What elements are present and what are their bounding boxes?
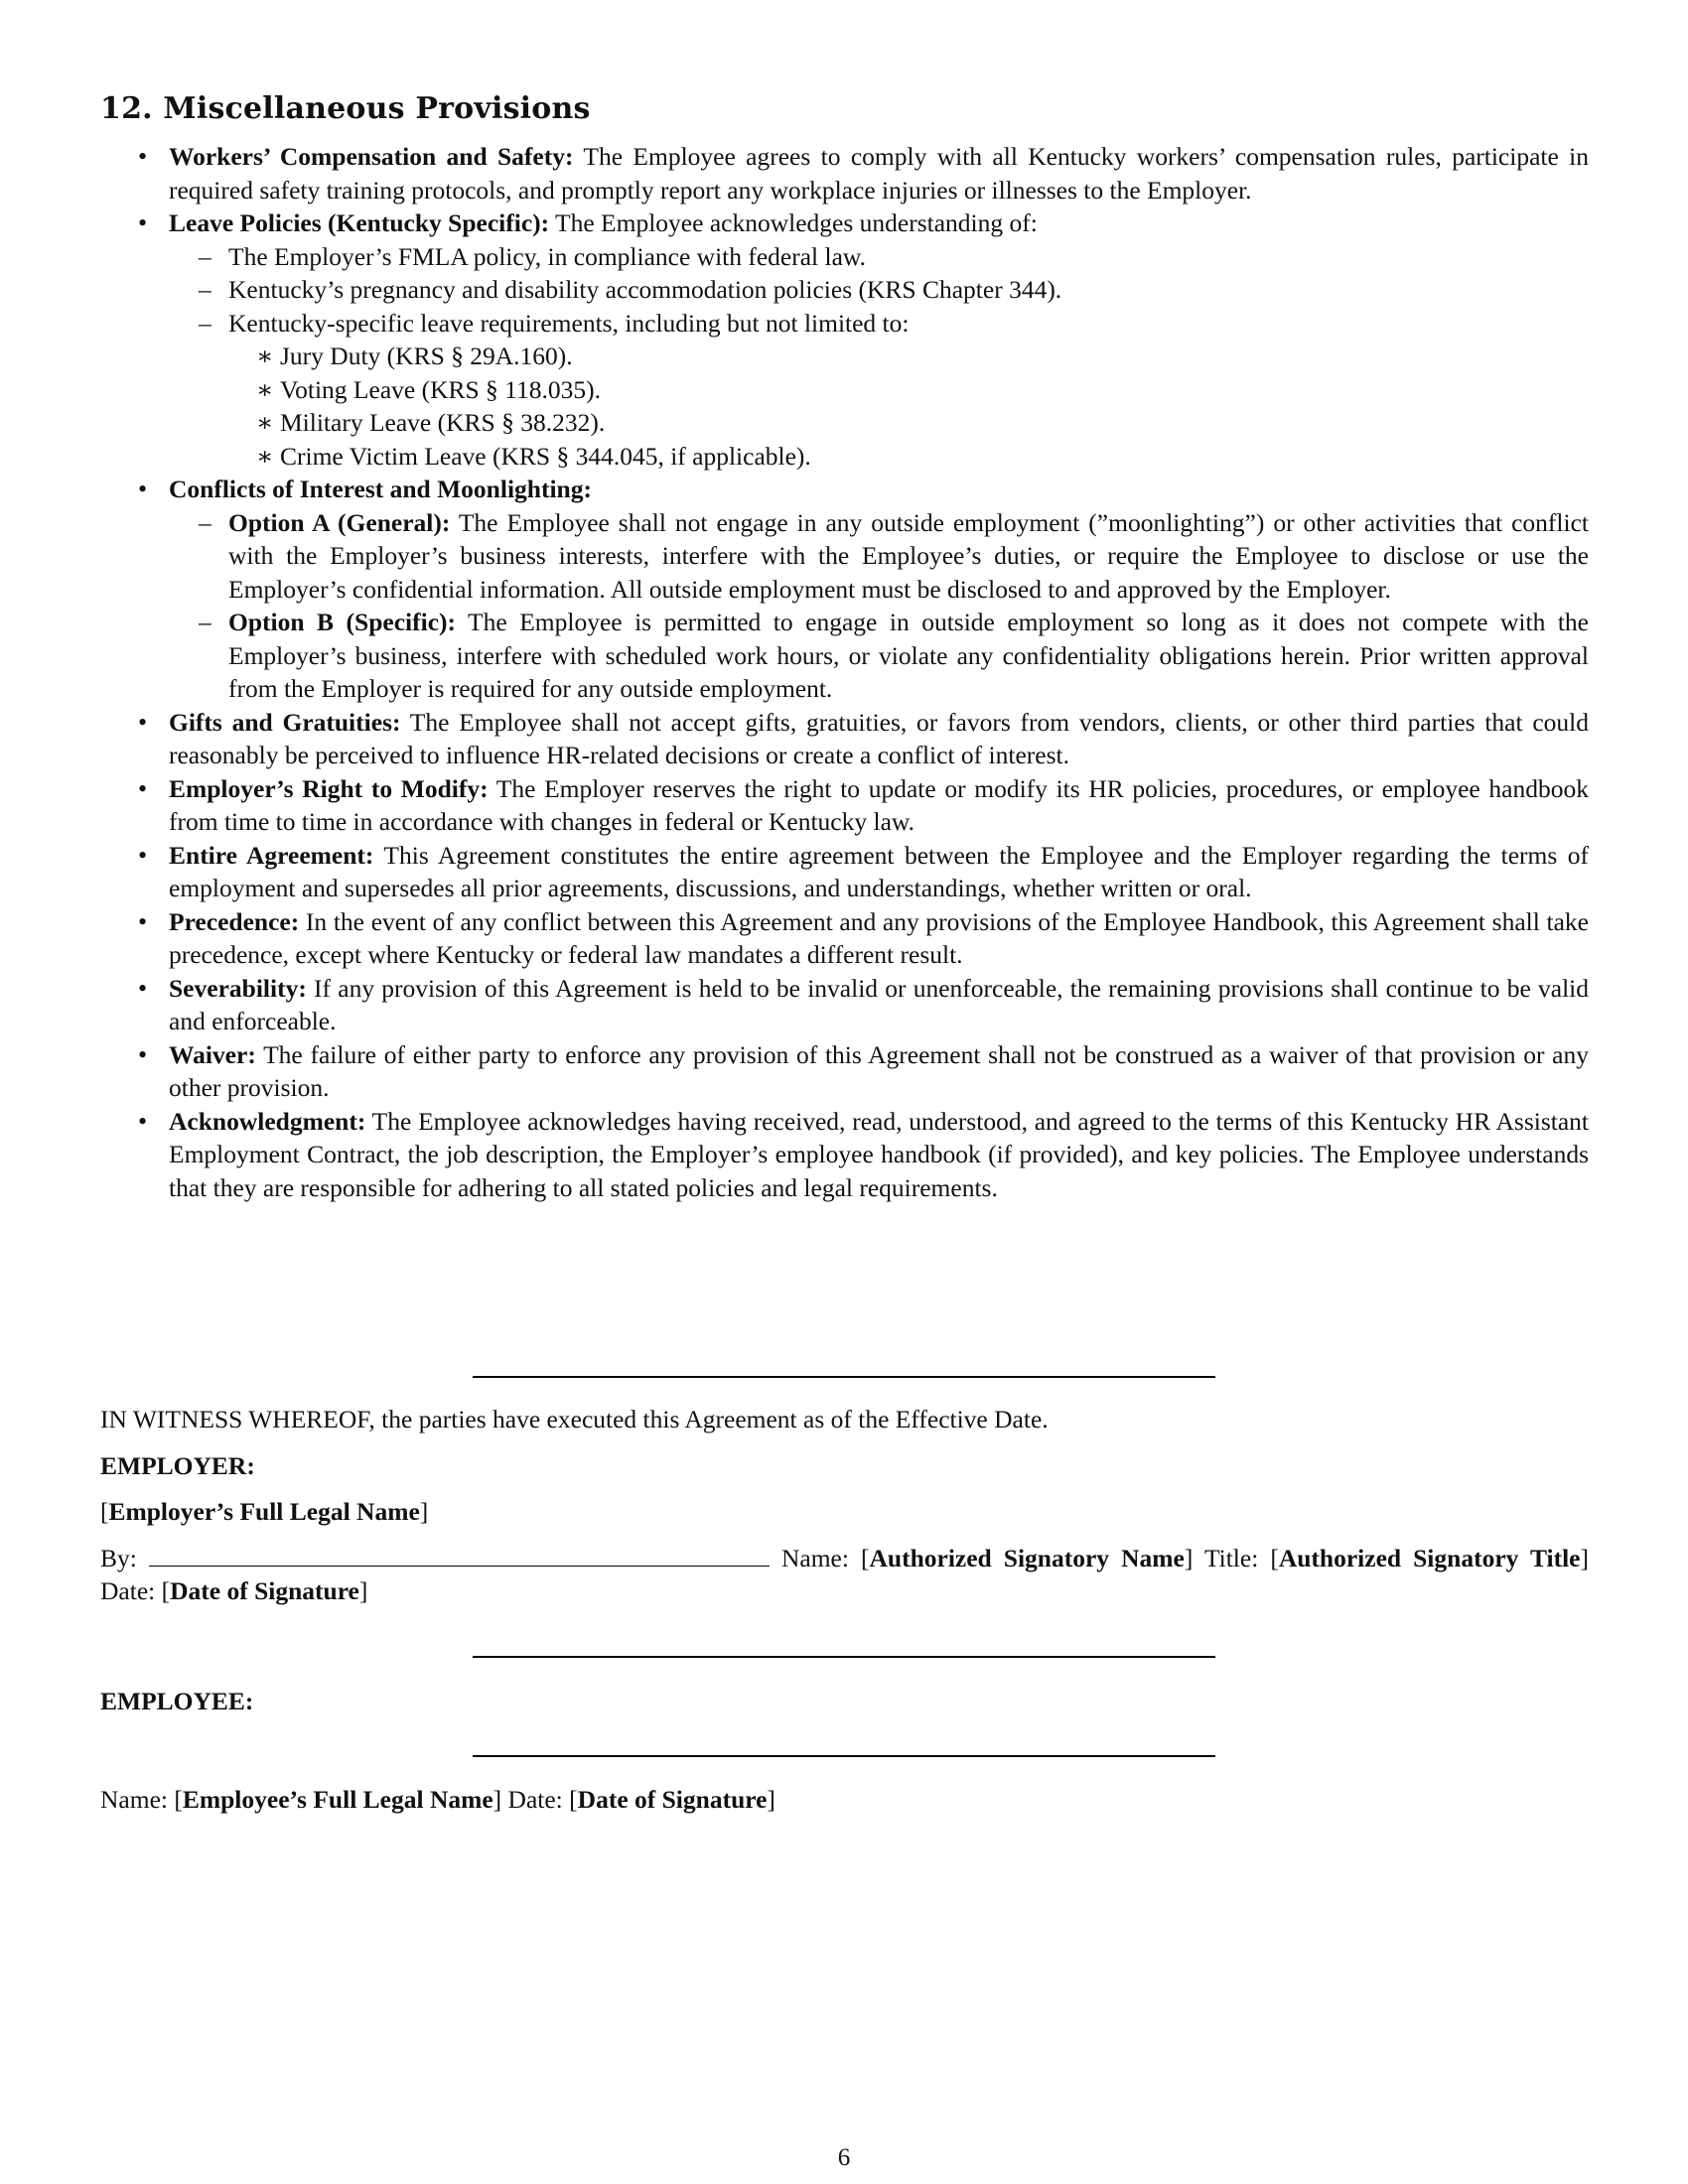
subsub-item: ∗ Military Leave (KRS § 38.232). <box>228 406 1589 440</box>
employer-date-label: Date: <box>100 1576 156 1605</box>
employee-date-label: Date: <box>507 1785 563 1814</box>
employer-signature-line[interactable] <box>149 1542 770 1567</box>
employee-signature-block: Name: [Employee’s Full Legal Name] Date: [Date of Signature] <box>100 1785 775 1814</box>
sub-item-text: Kentucky-specific leave requirements, including but not limited to: <box>228 308 910 338</box>
item-text: If any provision of this Agreement is held to be invalid or unenforceable, the remaining provisions shall continue to be valid and enforceable. <box>169 973 1589 1035</box>
employee-heading: EMPLOYEE: <box>100 1687 254 1715</box>
item-text: The Employee shall not accept gifts, gratuities, or favors from vendors, clients, or other third parties that could reasonably be perceived to influence HR-related decisions or create a conflict of interest. <box>169 707 1589 769</box>
employee-name-label: Name: <box>100 1785 168 1814</box>
item-text: The Employer reserves the right to update or modify its HR policies, procedures, or employee handbook from time to time in accordance with changes in federal or Kentucky law. <box>169 773 1589 836</box>
option-a <box>169 506 1589 607</box>
document-page <box>100 91 1589 1204</box>
item-label: Waiver: <box>169 1039 256 1069</box>
item-text: The Employee acknowledges having received, read, understood, and agreed to the terms of this Kentucky HR Assistant Employment Contract, the job description, the Employer’s employee handbook (if provided), and key policies. The Employee understands that they are responsible for adhering to all stated policies and legal requirements. <box>169 1106 1589 1202</box>
employer-name: Employer’s Full Legal Name <box>108 1497 420 1526</box>
list-item <box>100 206 1589 473</box>
item-text: The Employee acknowledges understanding of: <box>549 208 1038 237</box>
divider-rule-2 <box>473 1656 1215 1658</box>
option-b <box>169 606 1589 706</box>
item-label: Entire Agreement: <box>169 840 374 870</box>
page-number: 6 <box>837 2144 851 2171</box>
item-text: This Agreement constitutes the entire agreement between the Employee and the Employer regarding the terms of employment and supersedes all prior agreements, discussions, and understandings, whether written or oral. <box>169 840 1589 902</box>
subsub-list <box>228 340 1589 473</box>
list-item <box>100 1105 1589 1205</box>
item-text: The Employee agrees to comply with all Kentucky workers’ compensation rules, participate in required safety training protocols, and promptly report any workplace injuries or illnesses to the Employer. <box>169 142 1590 205</box>
divider-rule-1 <box>473 1376 1215 1378</box>
option-text: The Employee is permitted to engage in outside employment so long as it does not compete with the Employer’s business, interfere with scheduled work hours, or violate any confidentiality obligations herein. Prior written approval from the Employer is required for any outside employment. <box>228 608 1589 703</box>
item-label: Severability: <box>169 973 307 1003</box>
divider-rule-3 <box>473 1755 1215 1757</box>
list-item <box>100 839 1589 905</box>
witness-statement: IN WITNESS WHEREOF, the parties have executed this Agreement as of the Effective Date. <box>100 1405 1049 1433</box>
signatory-title: Authorized Signatory Title <box>1278 1543 1581 1572</box>
provisions-body <box>100 140 1589 1204</box>
item-label: Gifts and Gratuities: <box>169 707 401 737</box>
option-label: Option B (Specific): <box>228 608 456 636</box>
sub-item <box>169 307 1589 474</box>
list-item <box>100 772 1589 839</box>
by-label: By: <box>100 1543 137 1572</box>
option-text: The Employee shall not engage in any outside employment (”moonlighting”) or other activities that conflict with the Employer’s business interests, interfere with the Employee’s duties, or require the Employee to disclose or use the Employer’s confidential information. All outside employment must be disclosed to and approved by the Employer. <box>228 507 1589 604</box>
employee-date: Date of Signature <box>577 1785 768 1814</box>
employer-title-label: Title: <box>1203 1543 1259 1572</box>
list-item <box>100 706 1589 772</box>
item-label: Precedence: <box>169 906 300 936</box>
item-label: Conflicts of Interest and Moonlighting: <box>169 475 592 503</box>
signatory-name: Authorized Signatory Name <box>869 1543 1185 1572</box>
signature-block: IN WITNESS WHEREOF, the parties have executed this Agreement as of the Effective Date. EMPLOYER: [Employer’s Full Legal Name] By: Name: [Authorized Signatory Name] Title: [Authorized Signatory Title] Date: [Date of Signature] <box>100 1405 1590 1605</box>
list-item <box>100 972 1589 1038</box>
section-heading: 12. Miscellaneous Provisions <box>100 91 591 126</box>
item-label: Workers’ Compensation and Safety: <box>169 142 574 171</box>
employer-name-label: Name: <box>780 1543 849 1572</box>
employee-heading-block <box>100 1685 253 1718</box>
sub-item: – The Employer’s FMLA policy, in compliance with federal law. <box>169 240 1589 274</box>
list-item <box>100 905 1589 972</box>
item-label: Acknowledgment: <box>169 1106 366 1136</box>
option-label: Option A (General): <box>228 507 451 537</box>
list-item <box>100 1038 1589 1105</box>
employee-name: Employee’s Full Legal Name <box>182 1785 493 1814</box>
provisions-list <box>100 140 1589 1204</box>
item-label: Leave Policies (Kentucky Specific): <box>169 208 550 237</box>
sub-list <box>169 240 1589 474</box>
subsub-item: ∗ Jury Duty (KRS § 29A.160). <box>228 340 1589 373</box>
item-label: Employer’s Right to Modify: <box>169 773 489 803</box>
sub-item: – Kentucky’s pregnancy and disability accommodation policies (KRS Chapter 344). <box>169 273 1589 307</box>
employer-date: Date of Signature <box>170 1576 359 1605</box>
list-item <box>100 140 1589 206</box>
options-list <box>169 506 1589 706</box>
item-text: In the event of any conflict between this Agreement and any provisions of the Employee Handbook, this Agreement shall take precedence, except where Kentucky or federal law mandates a different result. <box>169 906 1589 969</box>
list-item <box>100 473 1589 706</box>
subsub-item: ∗ Crime Victim Leave (KRS § 344.045, if applicable). <box>228 440 1589 474</box>
subsub-item: ∗ Voting Leave (KRS § 118.035). <box>228 373 1589 407</box>
employer-heading: EMPLOYER: <box>100 1450 255 1480</box>
item-text: The failure of either party to enforce any provision of this Agreement shall not be construed as a waiver of that provision or any other provision. <box>169 1039 1589 1102</box>
